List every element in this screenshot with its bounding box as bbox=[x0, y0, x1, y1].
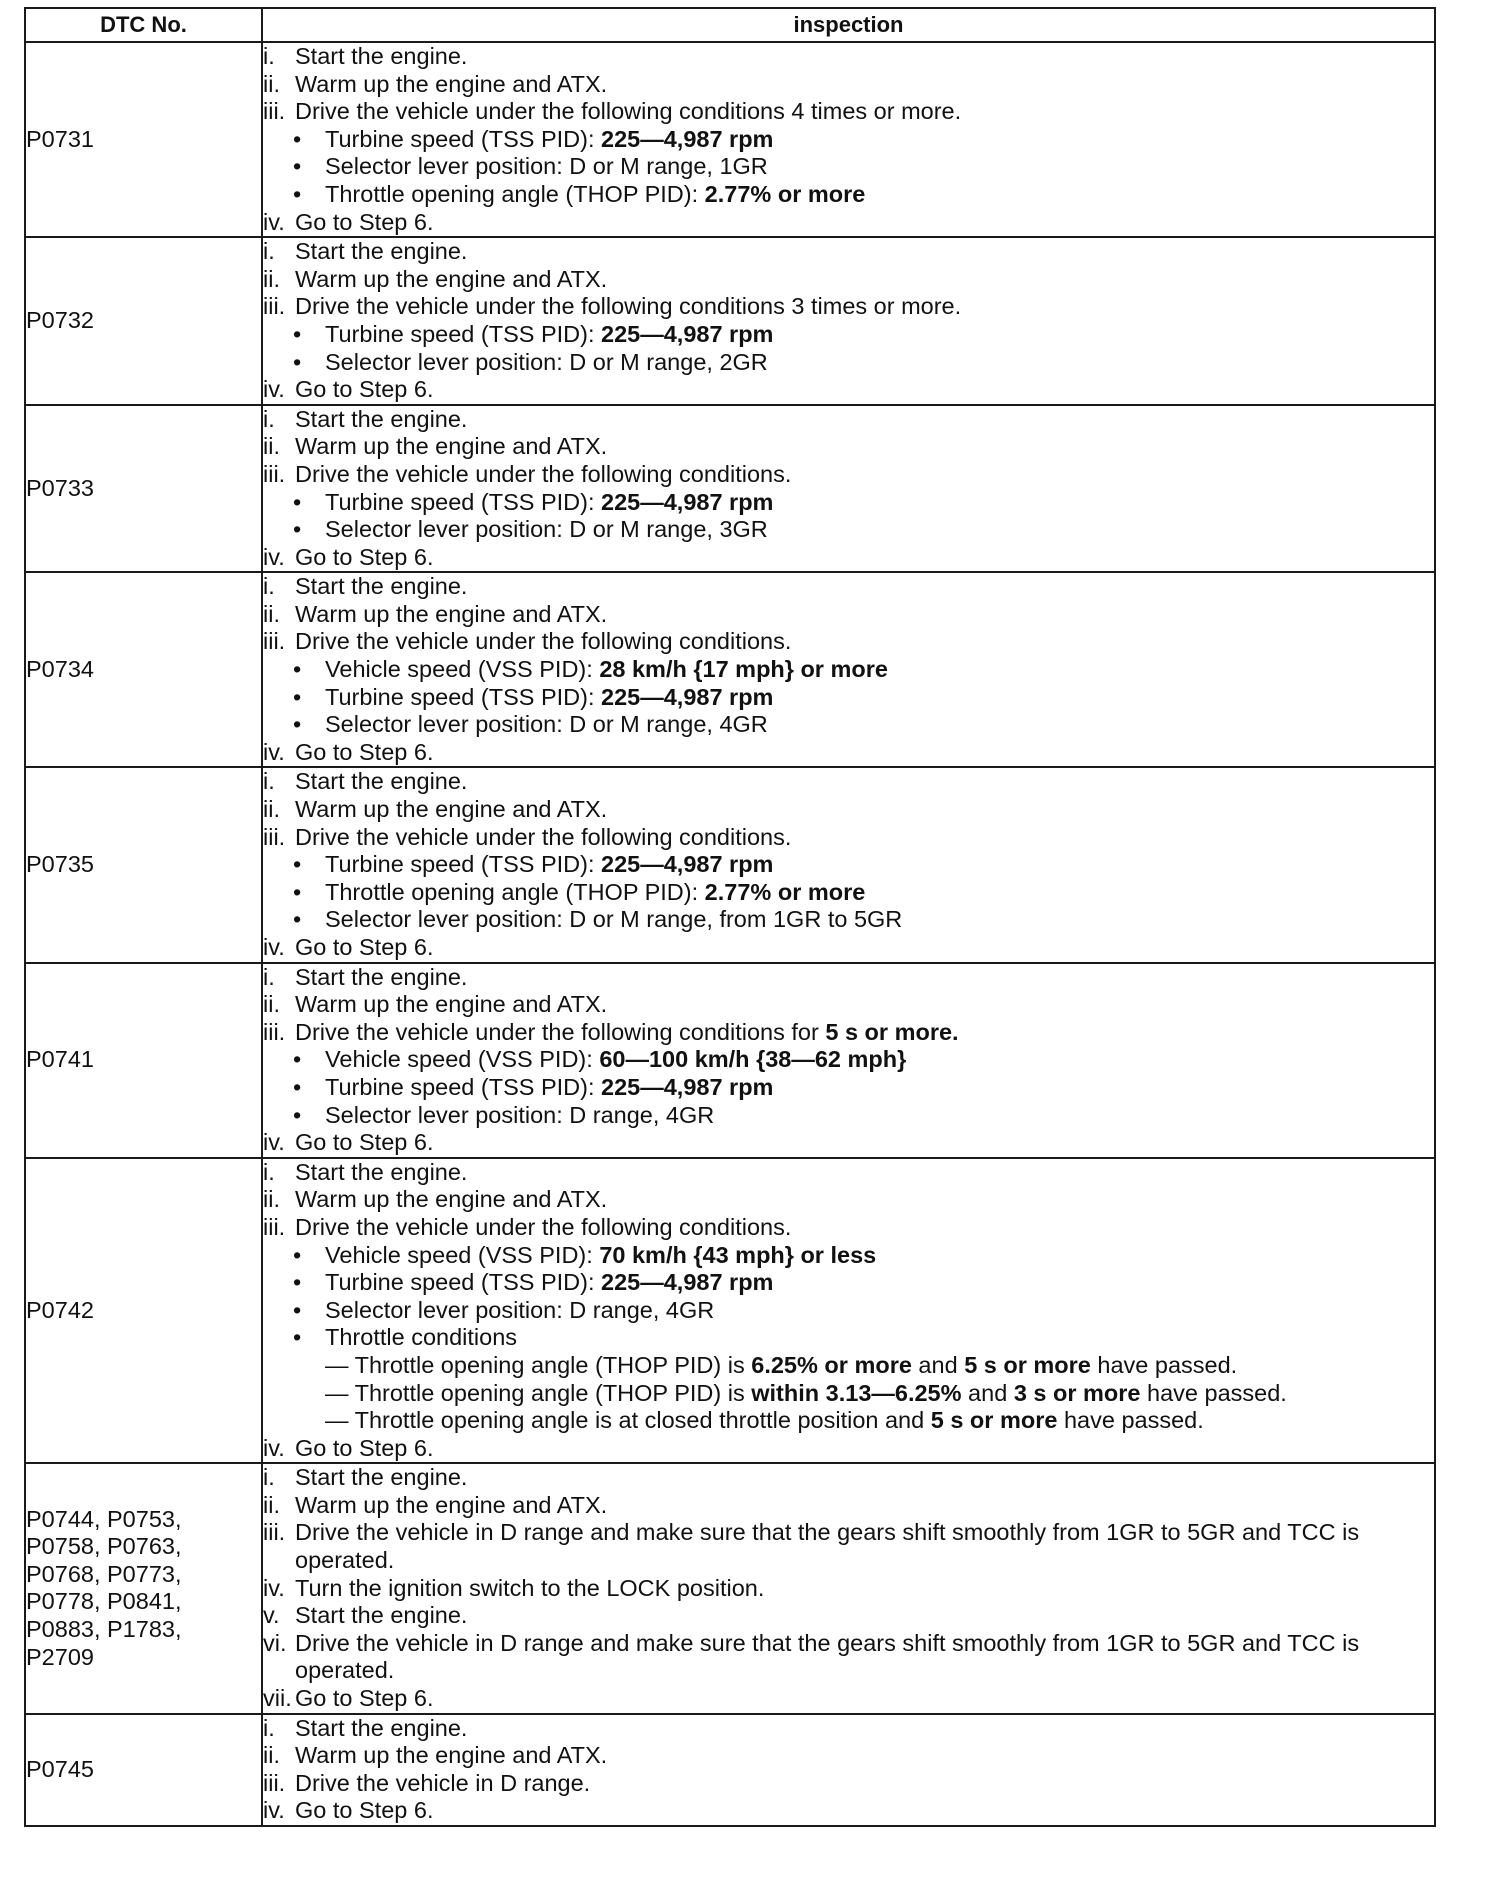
step-text: Go to Step 6. bbox=[295, 738, 434, 765]
inspection-cell bbox=[262, 767, 1435, 962]
step-text-main: Start the engine. bbox=[295, 43, 468, 69]
step-text bbox=[295, 1019, 1434, 1047]
condition-label: Turbine speed (TSS PID): bbox=[325, 683, 602, 710]
step-text bbox=[295, 1186, 1434, 1214]
inspection-step-final bbox=[263, 376, 1434, 404]
throttle-emphasis: 3 s or more bbox=[1013, 1379, 1141, 1406]
condition-text bbox=[325, 1297, 714, 1325]
condition-text bbox=[325, 153, 768, 181]
bullet-dot: • bbox=[293, 683, 302, 710]
bullet-dot: • bbox=[293, 656, 302, 683]
step-number: vii. bbox=[263, 1685, 292, 1712]
inspection-step bbox=[263, 1186, 1434, 1214]
inspection-step bbox=[263, 1464, 1434, 1492]
step-number: i. bbox=[263, 405, 275, 432]
step-number: i. bbox=[263, 1464, 275, 1491]
condition-text bbox=[325, 516, 768, 544]
condition-label: Selector lever position: D range, 4GR bbox=[325, 1296, 715, 1323]
step-number: i. bbox=[263, 43, 275, 69]
step-number: iv. bbox=[263, 1574, 285, 1601]
table-row bbox=[25, 1714, 1435, 1826]
step-text-main: Warm up the engine and ATX. bbox=[295, 600, 608, 627]
dtc-code-cell: P0745 bbox=[25, 1714, 262, 1826]
step-text bbox=[295, 1715, 1434, 1743]
step-text-main: Drive the vehicle in D range. bbox=[295, 1769, 591, 1796]
condition-bullet bbox=[263, 1324, 1434, 1352]
step-number: ii. bbox=[263, 991, 280, 1018]
step-text bbox=[295, 266, 1434, 294]
step-text-main: Drive the vehicle under the following conditions 3 times or more. bbox=[295, 293, 962, 320]
step-text-main: Warm up the engine and ATX. bbox=[295, 265, 608, 292]
step-text-main: Start the engine. bbox=[295, 1602, 468, 1629]
step-number: ii. bbox=[263, 1742, 280, 1769]
condition-label: Selector lever position: D or M range, 4GR bbox=[325, 711, 768, 738]
step-text-main: Warm up the engine and ATX. bbox=[295, 1491, 608, 1518]
step-text: Go to Step 6. bbox=[295, 934, 434, 960]
step-text-main: Start the engine. bbox=[295, 238, 468, 265]
inspection-step-final bbox=[263, 739, 1434, 767]
bullet-dot: • bbox=[293, 1046, 302, 1073]
condition-label: Turbine speed (TSS PID): bbox=[325, 320, 602, 347]
step-number: iv. bbox=[263, 376, 285, 403]
dtc-code-cell: P0733 bbox=[25, 405, 262, 573]
step-text-main: Warm up the engine and ATX. bbox=[295, 433, 608, 460]
bullet-dot: • bbox=[293, 906, 302, 933]
step-text bbox=[295, 293, 1434, 321]
condition-text bbox=[325, 684, 773, 712]
step-text: Go to Step 6. bbox=[295, 1685, 434, 1712]
inspection-step bbox=[263, 98, 1434, 126]
step-number: iii. bbox=[263, 1519, 286, 1546]
step-number: i. bbox=[263, 963, 275, 990]
step-number: iv. bbox=[263, 208, 285, 235]
dtc-code-cell: P0734 bbox=[25, 572, 262, 767]
condition-value: 225—4,987 rpm bbox=[601, 1269, 774, 1296]
step-text bbox=[295, 433, 1434, 461]
inspection-step bbox=[263, 293, 1434, 321]
step-text-main: Drive the vehicle under the following conditions for bbox=[295, 1018, 826, 1045]
step-text-main: Drive the vehicle under the following conditions. bbox=[295, 460, 792, 487]
step-text-main: Drive the vehicle under the following conditions. bbox=[295, 628, 792, 655]
condition-value: 225—4,987 rpm bbox=[601, 488, 774, 515]
condition-bullet bbox=[263, 349, 1434, 377]
inspection-step bbox=[263, 1770, 1434, 1798]
header-inspection: inspection bbox=[262, 8, 1435, 42]
condition-value: 225—4,987 rpm bbox=[601, 125, 774, 152]
throttle-emphasis: 5 s or more bbox=[930, 1407, 1058, 1434]
inspection-cell bbox=[262, 237, 1435, 405]
table-row bbox=[25, 42, 1435, 237]
step-text-main: Start the engine. bbox=[295, 1464, 468, 1491]
inspection-cell bbox=[262, 1158, 1435, 1464]
step-text: Go to Step 6. bbox=[295, 1434, 434, 1461]
throttle-emphasis: 5 s or more bbox=[964, 1351, 1091, 1378]
table-row bbox=[25, 237, 1435, 405]
condition-text bbox=[325, 656, 888, 684]
step-text-main: Warm up the engine and ATX. bbox=[295, 796, 608, 823]
dtc-inspection-table bbox=[24, 7, 1436, 1827]
step-number: i. bbox=[263, 573, 275, 600]
bullet-dot: • bbox=[293, 1269, 302, 1296]
condition-text bbox=[325, 349, 768, 377]
condition-label: Selector lever position: D or M range, 3GR bbox=[325, 516, 768, 543]
step-text bbox=[295, 71, 1434, 99]
inspection-step-final bbox=[263, 209, 1434, 237]
condition-label: Throttle conditions bbox=[325, 1324, 518, 1351]
condition-label: Turbine speed (TSS PID): bbox=[325, 488, 602, 515]
step-number: i. bbox=[263, 1158, 275, 1185]
inspection-step bbox=[263, 1715, 1434, 1743]
condition-label: Vehicle speed (VSS PID): bbox=[325, 656, 600, 683]
condition-bullet bbox=[263, 656, 1434, 684]
step-text bbox=[295, 628, 1434, 656]
step-text-main: Start the engine. bbox=[295, 405, 468, 432]
condition-bullet bbox=[263, 1297, 1434, 1325]
condition-bullet bbox=[263, 181, 1434, 209]
dtc-code-cell: P0744, P0753, P0758, P0763, P0768, P0773, P0778, P0841, P0883, P1783, P2709 bbox=[25, 1463, 262, 1713]
throttle-text: and bbox=[961, 1379, 1014, 1406]
table-row bbox=[25, 1158, 1435, 1464]
inspection-step-final bbox=[263, 1685, 1434, 1713]
inspection-step bbox=[263, 1630, 1434, 1685]
step-number: iii. bbox=[263, 293, 286, 320]
inspection-step bbox=[263, 1492, 1434, 1520]
step-text-main: Drive the vehicle in D range and make sure that the gears shift smoothly from 1GR to 5GR and TCC is operated. bbox=[295, 1519, 1360, 1574]
inspection-step-final bbox=[263, 544, 1434, 572]
header-dtc-no: DTC No. bbox=[25, 8, 262, 42]
condition-bullet bbox=[263, 684, 1434, 712]
step-text-main: Turn the ignition switch to the LOCK position. bbox=[295, 1574, 765, 1601]
step-number: vi. bbox=[263, 1629, 287, 1656]
step-text-main: Start the engine. bbox=[295, 573, 468, 600]
condition-label: Turbine speed (TSS PID): bbox=[325, 1269, 602, 1296]
table-row bbox=[25, 572, 1435, 767]
condition-value: 70 km/h {43 mph} or less bbox=[599, 1241, 877, 1268]
condition-label: Turbine speed (TSS PID): bbox=[325, 1073, 602, 1100]
condition-value: 2.77% or more bbox=[704, 878, 866, 905]
condition-bullet bbox=[263, 1242, 1434, 1270]
step-text-main: Warm up the engine and ATX. bbox=[295, 1186, 608, 1213]
condition-text bbox=[325, 1242, 876, 1270]
throttle-text: and bbox=[911, 1351, 965, 1378]
step-number: ii. bbox=[263, 796, 280, 823]
step-text-emphasis: 5 s or more. bbox=[825, 1018, 959, 1045]
condition-label: Selector lever position: D or M range, 2GR bbox=[325, 348, 768, 375]
bullet-dot: • bbox=[293, 516, 302, 543]
inspection-step bbox=[263, 238, 1434, 266]
step-text-main: Warm up the engine and ATX. bbox=[295, 1742, 608, 1769]
table-row bbox=[25, 767, 1435, 962]
inspection-step-final bbox=[263, 934, 1434, 962]
throttle-text: — Throttle opening angle (THOP PID) is bbox=[325, 1351, 752, 1378]
condition-text bbox=[325, 126, 773, 154]
condition-value: 225—4,987 rpm bbox=[601, 851, 774, 878]
step-text bbox=[295, 1770, 1434, 1798]
bullet-dot: • bbox=[293, 488, 302, 515]
inspection-step-final bbox=[263, 1435, 1434, 1463]
step-text bbox=[295, 43, 1434, 71]
condition-text bbox=[325, 489, 773, 517]
inspection-step bbox=[263, 71, 1434, 99]
step-number: ii. bbox=[263, 265, 280, 292]
step-number: iv. bbox=[263, 738, 285, 765]
step-text bbox=[295, 1602, 1434, 1630]
condition-bullet bbox=[263, 126, 1434, 154]
inspection-step bbox=[263, 43, 1434, 71]
condition-label: Vehicle speed (VSS PID): bbox=[325, 1241, 600, 1268]
bullet-dot: • bbox=[293, 1101, 302, 1128]
inspection-step bbox=[263, 1019, 1434, 1047]
table-header-row bbox=[25, 8, 1435, 42]
step-number: iv. bbox=[263, 934, 285, 960]
dtc-code-cell: P0731 bbox=[25, 42, 262, 237]
step-number: iii. bbox=[263, 1213, 286, 1240]
step-text: Go to Step 6. bbox=[295, 1797, 434, 1824]
step-number: iii. bbox=[263, 628, 286, 655]
inspection-step bbox=[263, 1575, 1434, 1603]
inspection-cell bbox=[262, 42, 1435, 237]
step-text-main: Start the engine. bbox=[295, 1158, 468, 1185]
inspection-step bbox=[263, 964, 1434, 992]
step-text: Go to Step 6. bbox=[295, 376, 434, 403]
condition-label: Turbine speed (TSS PID): bbox=[325, 125, 602, 152]
step-text bbox=[295, 824, 1434, 852]
condition-bullet bbox=[263, 711, 1434, 739]
dtc-code-cell: P0735 bbox=[25, 767, 262, 962]
step-text-main: Drive the vehicle in D range and make sure that the gears shift smoothly from 1GR to 5GR and TCC is operated. bbox=[295, 1629, 1360, 1684]
condition-bullet bbox=[263, 1046, 1434, 1074]
condition-bullet bbox=[263, 906, 1434, 934]
condition-value: 2.77% or more bbox=[704, 180, 866, 207]
inspection-step bbox=[263, 266, 1434, 294]
step-text bbox=[295, 98, 1434, 126]
inspection-step bbox=[263, 1742, 1434, 1770]
step-text bbox=[295, 601, 1434, 629]
step-text bbox=[295, 964, 1434, 992]
inspection-step bbox=[263, 1159, 1434, 1187]
inspection-cell bbox=[262, 572, 1435, 767]
step-number: i. bbox=[263, 768, 275, 795]
bullet-dot: • bbox=[293, 878, 302, 905]
bullet-dot: • bbox=[293, 1073, 302, 1100]
inspection-step bbox=[263, 991, 1434, 1019]
step-number: i. bbox=[263, 238, 275, 265]
condition-label: Selector lever position: D or M range, from 1GR to 5GR bbox=[325, 906, 903, 933]
bullet-dot: • bbox=[293, 348, 302, 375]
step-number: iii. bbox=[263, 823, 286, 850]
condition-text bbox=[325, 321, 773, 349]
step-text bbox=[295, 991, 1434, 1019]
step-text bbox=[295, 1630, 1434, 1685]
inspection-step bbox=[263, 573, 1434, 601]
throttle-emphasis: 6.25% or more bbox=[751, 1351, 912, 1378]
condition-bullet bbox=[263, 1102, 1434, 1130]
inspection-cell bbox=[262, 1463, 1435, 1713]
bullet-dot: • bbox=[293, 125, 302, 152]
step-text: Go to Step 6. bbox=[295, 208, 434, 235]
condition-label: Turbine speed (TSS PID): bbox=[325, 851, 602, 878]
condition-bullet bbox=[263, 879, 1434, 907]
inspection-step bbox=[263, 824, 1434, 852]
step-text bbox=[295, 1492, 1434, 1520]
step-text bbox=[295, 238, 1434, 266]
step-text bbox=[295, 461, 1434, 489]
inspection-step bbox=[263, 406, 1434, 434]
step-text-main: Start the engine. bbox=[295, 768, 468, 795]
condition-label: Selector lever position: D range, 4GR bbox=[325, 1101, 715, 1128]
condition-label: Selector lever position: D or M range, 1GR bbox=[325, 153, 768, 180]
step-text-main: Drive the vehicle under the following conditions 4 times or more. bbox=[295, 98, 962, 125]
condition-text bbox=[325, 906, 902, 934]
step-text bbox=[295, 1742, 1434, 1770]
step-number: ii. bbox=[263, 70, 280, 97]
step-text-main: Drive the vehicle under the following conditions. bbox=[295, 1213, 792, 1240]
step-number: iii. bbox=[263, 98, 286, 125]
inspection-step bbox=[263, 1602, 1434, 1630]
bullet-dot: • bbox=[293, 180, 302, 207]
condition-text bbox=[325, 1269, 773, 1297]
step-text: Go to Step 6. bbox=[295, 1129, 434, 1156]
inspection-step bbox=[263, 1519, 1434, 1574]
condition-text bbox=[325, 181, 865, 209]
condition-value: 225—4,987 rpm bbox=[601, 683, 774, 710]
step-number: iv. bbox=[263, 543, 285, 570]
step-number: v. bbox=[263, 1602, 280, 1629]
throttle-text: — Throttle opening angle is at closed throttle position and bbox=[325, 1407, 931, 1434]
step-number: iv. bbox=[263, 1797, 285, 1824]
step-text-main: Warm up the engine and ATX. bbox=[295, 991, 608, 1018]
step-number: ii. bbox=[263, 1186, 280, 1213]
dtc-code-cell: P0742 bbox=[25, 1158, 262, 1464]
throttle-condition bbox=[263, 1352, 1434, 1380]
condition-bullet bbox=[263, 321, 1434, 349]
step-text: Go to Step 6. bbox=[295, 543, 434, 570]
bullet-dot: • bbox=[293, 320, 302, 347]
step-text bbox=[295, 1214, 1434, 1242]
inspection-cell bbox=[262, 1714, 1435, 1826]
table-row bbox=[25, 963, 1435, 1158]
condition-bullet bbox=[263, 489, 1434, 517]
step-text bbox=[295, 1159, 1434, 1187]
throttle-text: — Throttle opening angle (THOP PID) is bbox=[325, 1379, 752, 1406]
step-number: iv. bbox=[263, 1434, 285, 1461]
condition-label: Throttle opening angle (THOP PID): bbox=[325, 180, 705, 207]
step-text bbox=[295, 406, 1434, 434]
step-text-main: Drive the vehicle under the following conditions. bbox=[295, 823, 792, 850]
inspection-step bbox=[263, 768, 1434, 796]
condition-bullet bbox=[263, 1074, 1434, 1102]
condition-bullet bbox=[263, 1269, 1434, 1297]
step-number: iii. bbox=[263, 460, 286, 487]
step-text bbox=[295, 1575, 1434, 1603]
step-text bbox=[295, 768, 1434, 796]
condition-text bbox=[325, 1102, 714, 1130]
throttle-condition bbox=[263, 1407, 1434, 1435]
inspection-step bbox=[263, 601, 1434, 629]
bullet-dot: • bbox=[293, 851, 302, 878]
condition-text bbox=[325, 1046, 906, 1074]
condition-text bbox=[325, 1324, 517, 1352]
bullet-dot: • bbox=[293, 1324, 302, 1351]
table-row bbox=[25, 405, 1435, 573]
step-number: i. bbox=[263, 1714, 275, 1741]
step-number: iii. bbox=[263, 1769, 286, 1796]
step-text-main: Start the engine. bbox=[295, 963, 468, 990]
bullet-dot: • bbox=[293, 1296, 302, 1323]
inspection-step bbox=[263, 628, 1434, 656]
inspection-step-final bbox=[263, 1129, 1434, 1157]
inspection-step bbox=[263, 461, 1434, 489]
condition-value: 225—4,987 rpm bbox=[601, 1073, 774, 1100]
condition-bullet bbox=[263, 153, 1434, 181]
throttle-text: have passed. bbox=[1057, 1407, 1204, 1434]
step-text-main: Start the engine. bbox=[295, 1714, 468, 1741]
step-text bbox=[295, 1464, 1434, 1492]
inspection-step bbox=[263, 1214, 1434, 1242]
throttle-condition bbox=[263, 1380, 1434, 1408]
throttle-emphasis: within 3.13—6.25% bbox=[751, 1379, 962, 1406]
table-row bbox=[25, 1463, 1435, 1713]
condition-bullet bbox=[263, 851, 1434, 879]
inspection-step bbox=[263, 433, 1434, 461]
throttle-text: have passed. bbox=[1090, 1351, 1238, 1378]
inspection-cell bbox=[262, 405, 1435, 573]
step-number: iii. bbox=[263, 1018, 286, 1045]
bullet-dot: • bbox=[293, 711, 302, 738]
inspection-cell bbox=[262, 963, 1435, 1158]
condition-value: 60—100 km/h {38—62 mph} bbox=[599, 1046, 907, 1073]
bullet-dot: • bbox=[293, 153, 302, 180]
condition-text bbox=[325, 851, 773, 879]
step-number: ii. bbox=[263, 600, 280, 627]
inspection-step-final bbox=[263, 1797, 1434, 1825]
step-text bbox=[295, 1519, 1434, 1574]
step-number: iv. bbox=[263, 1129, 285, 1156]
step-text bbox=[295, 573, 1434, 601]
condition-value: 225—4,987 rpm bbox=[601, 320, 774, 347]
condition-text bbox=[325, 879, 865, 907]
throttle-text: have passed. bbox=[1140, 1379, 1287, 1406]
condition-text bbox=[325, 1074, 773, 1102]
step-text bbox=[295, 796, 1434, 824]
condition-value: 28 km/h {17 mph} or more bbox=[599, 656, 888, 683]
bullet-dot: • bbox=[293, 1241, 302, 1268]
step-text-main: Warm up the engine and ATX. bbox=[295, 70, 608, 97]
condition-text bbox=[325, 711, 768, 739]
dtc-code-cell: P0732 bbox=[25, 237, 262, 405]
condition-label: Throttle opening angle (THOP PID): bbox=[325, 878, 705, 905]
step-number: ii. bbox=[263, 1491, 280, 1518]
condition-bullet bbox=[263, 516, 1434, 544]
step-number: ii. bbox=[263, 433, 280, 460]
condition-label: Vehicle speed (VSS PID): bbox=[325, 1046, 600, 1073]
dtc-code-cell: P0741 bbox=[25, 963, 262, 1158]
inspection-step bbox=[263, 796, 1434, 824]
